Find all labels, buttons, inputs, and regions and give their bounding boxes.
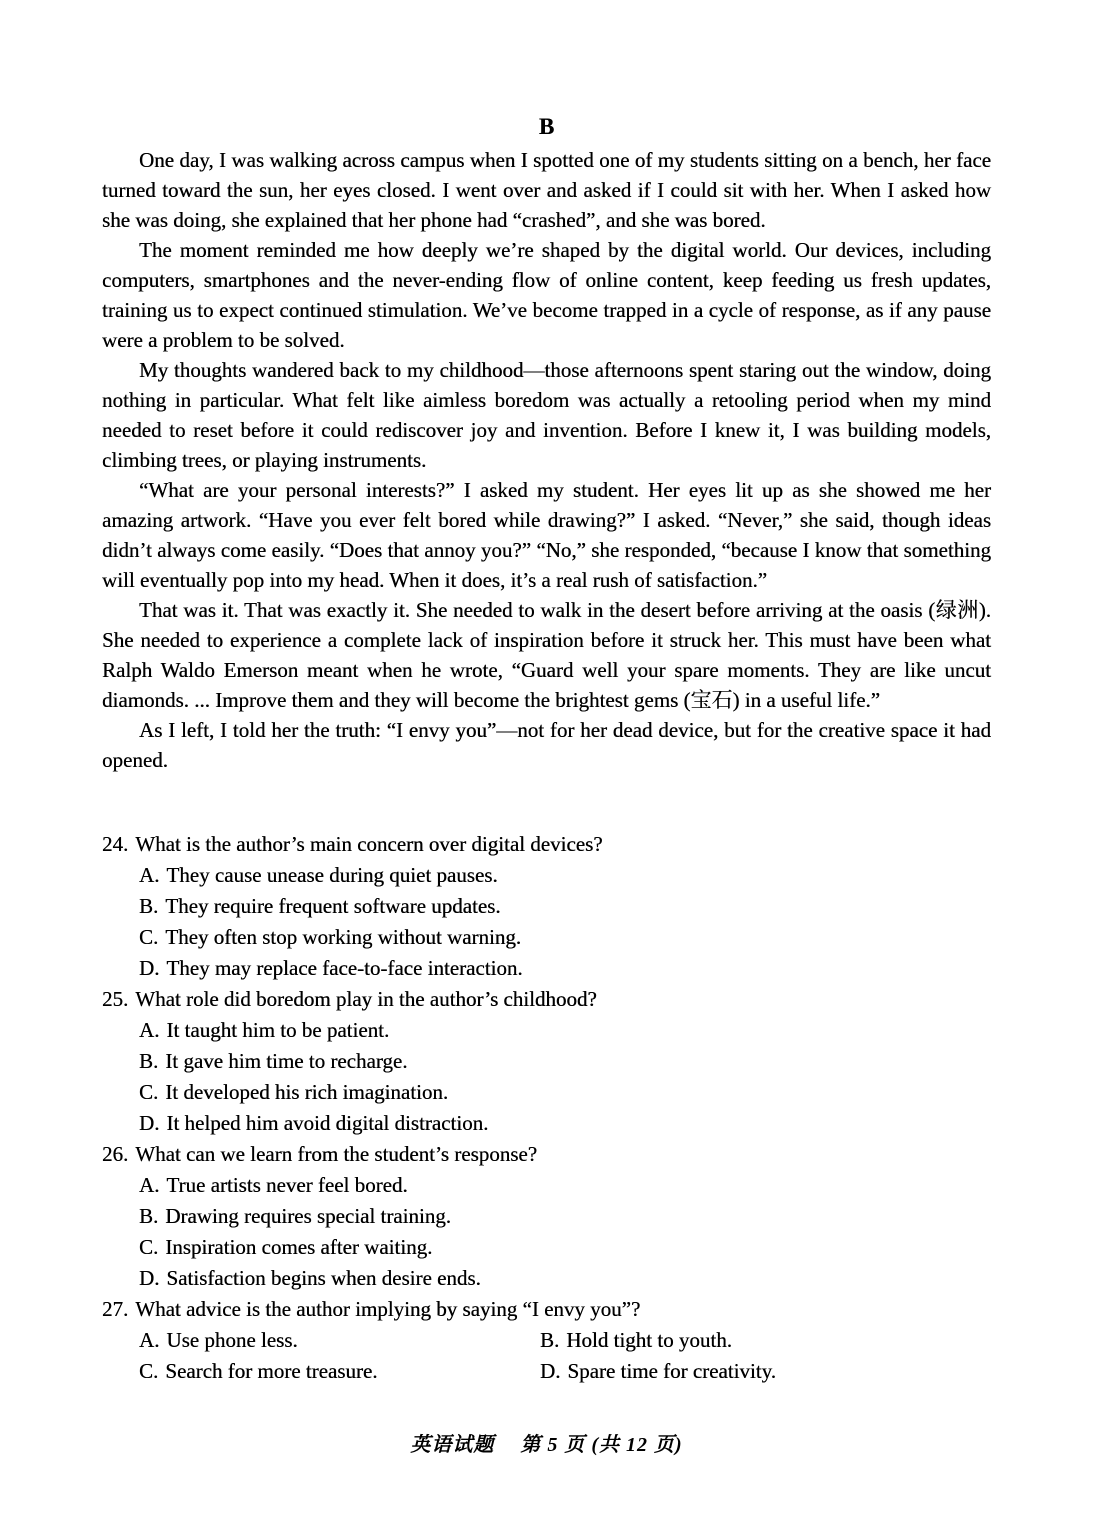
- option-text: Use phone less.: [166, 1328, 298, 1352]
- page-footer: [0, 1430, 1093, 1460]
- option-text: It helped him avoid digital distraction.: [166, 1111, 489, 1135]
- option-label: D.: [139, 956, 160, 980]
- option-25-D: [139, 1108, 991, 1139]
- option-25-A: [139, 1015, 991, 1046]
- option-text: Drawing requires special training.: [165, 1204, 452, 1228]
- option-27-A: [139, 1325, 540, 1356]
- option-label: B.: [139, 1204, 159, 1228]
- option-24-B: [139, 891, 991, 922]
- option-26-A: [139, 1170, 991, 1201]
- question-number: 27.: [102, 1297, 129, 1321]
- option-label: A.: [139, 1328, 160, 1352]
- option-26-D: [139, 1263, 991, 1294]
- footer-page-info: 第 5 页 (共 12 页): [520, 1434, 683, 1456]
- section-label: B: [538, 114, 555, 139]
- option-text: They require frequent software updates.: [165, 894, 501, 918]
- footer-doc-title: 英语试题: [410, 1434, 495, 1456]
- question-26-options: [102, 1170, 991, 1294]
- option-24-C: [139, 922, 991, 953]
- option-label: D.: [540, 1359, 561, 1383]
- question-27-options: [102, 1325, 991, 1387]
- option-label: C.: [139, 1080, 159, 1104]
- option-25-B: [139, 1046, 991, 1077]
- option-label: B.: [139, 1049, 159, 1073]
- option-24-A: [139, 860, 991, 891]
- question-27: [102, 1294, 991, 1387]
- option-label: D.: [139, 1266, 160, 1290]
- option-text: Satisfaction begins when desire ends.: [166, 1266, 481, 1290]
- option-text: Spare time for creativity.: [567, 1359, 776, 1383]
- passage-paragraph: “What are your personal interests?” I asked my student. Her eyes lit up as she showed me her amazing artwork. “Have you ever felt bored while drawing?” I asked. “Never,” she said, though ideas didn’t always come easily. “Does that annoy you?” “No,” she responded, “because I know that something will eventually pop into my head. When it does, it’s a real rush of satisfaction.”: [102, 478, 991, 592]
- option-26-B: [139, 1201, 991, 1232]
- option-text: It gave him time to recharge.: [165, 1049, 408, 1073]
- passage-paragraph: One day, I was walking across campus when I spotted one of my students sitting on a bench, her face turned toward the sun, her eyes closed. I went over and asked if I could sit with her. When I asked how she was doing, she explained that her phone had “crashed”, and she was bored.: [102, 148, 991, 232]
- passage-paragraph: The moment reminded me how deeply we’re shaped by the digital world. Our devices, including computers, smartphones and the never-ending flow of online content, keep feeding us fresh updates, training us to expect continued stimulation. We’ve become trapped in a cycle of response, as if any pause were a problem to be solved.: [102, 238, 991, 352]
- option-text: Inspiration comes after waiting.: [165, 1235, 433, 1259]
- option-text: They may replace face-to-face interaction.: [166, 956, 523, 980]
- question-27-head: [102, 1294, 991, 1325]
- option-27-C: [139, 1356, 540, 1387]
- option-label: A.: [139, 863, 160, 887]
- option-label: B.: [139, 894, 159, 918]
- option-label: A.: [139, 1018, 160, 1042]
- question-text: What is the author’s main concern over digital devices?: [135, 832, 603, 856]
- option-24-D: [139, 953, 991, 984]
- option-25-C: [139, 1077, 991, 1108]
- question-text: What role did boredom play in the author’s childhood?: [135, 987, 597, 1011]
- passage-paragraph: My thoughts wandered back to my childhood—those afternoons spent staring out the window, doing nothing in particular. What felt like aimless boredom was actually a retooling period when my mind needed to reset before it could rediscover joy and invention. Before I knew it, I was building models, climbing trees, or playing instruments.: [102, 358, 991, 472]
- reading-passage: [102, 145, 991, 775]
- option-text: It taught him to be patient.: [166, 1018, 390, 1042]
- option-text: They cause unease during quiet pauses.: [166, 863, 498, 887]
- option-text: It developed his rich imagination.: [165, 1080, 449, 1104]
- option-label: B.: [540, 1328, 560, 1352]
- question-26-head: [102, 1139, 991, 1170]
- passage-paragraph: As I left, I told her the truth: “I envy you”—not for her dead device, but for the creative space it had opened.: [102, 718, 991, 772]
- question-25-head: [102, 984, 991, 1015]
- passage-paragraph: That was it. That was exactly it. She needed to walk in the desert before arriving at the oasis (绿洲). She needed to experience a complete lack of inspiration before it struck her. This must have been what Ralph Waldo Emerson meant when he wrote, “Guard well your spare moments. They are like uncut diamonds. ... Improve them and they will become the brightest gems (宝石) in a useful life.”: [102, 598, 991, 712]
- question-24-head: [102, 829, 991, 860]
- question-25-options: [102, 1015, 991, 1139]
- option-text: True artists never feel bored.: [166, 1173, 408, 1197]
- question-24: [102, 829, 991, 984]
- option-27-D: [540, 1356, 991, 1387]
- option-label: D.: [139, 1111, 160, 1135]
- questions-block: [102, 829, 991, 1387]
- question-number: 26.: [102, 1142, 129, 1166]
- option-text: Hold tight to youth.: [566, 1328, 732, 1352]
- question-text: What can we learn from the student’s response?: [135, 1142, 538, 1166]
- question-text: What advice is the author implying by saying “I envy you”?: [135, 1297, 641, 1321]
- question-25: [102, 984, 991, 1139]
- question-24-options: [102, 860, 991, 984]
- page-content: [102, 112, 991, 1387]
- option-text: Search for more treasure.: [165, 1359, 378, 1383]
- option-label: C.: [139, 1359, 159, 1383]
- option-label: A.: [139, 1173, 160, 1197]
- option-label: C.: [139, 925, 159, 949]
- option-text: They often stop working without warning.: [165, 925, 522, 949]
- option-label: C.: [139, 1235, 159, 1259]
- option-26-C: [139, 1232, 991, 1263]
- question-26: [102, 1139, 991, 1294]
- option-27-B: [540, 1325, 991, 1356]
- question-number: 24.: [102, 832, 129, 856]
- question-number: 25.: [102, 987, 129, 1011]
